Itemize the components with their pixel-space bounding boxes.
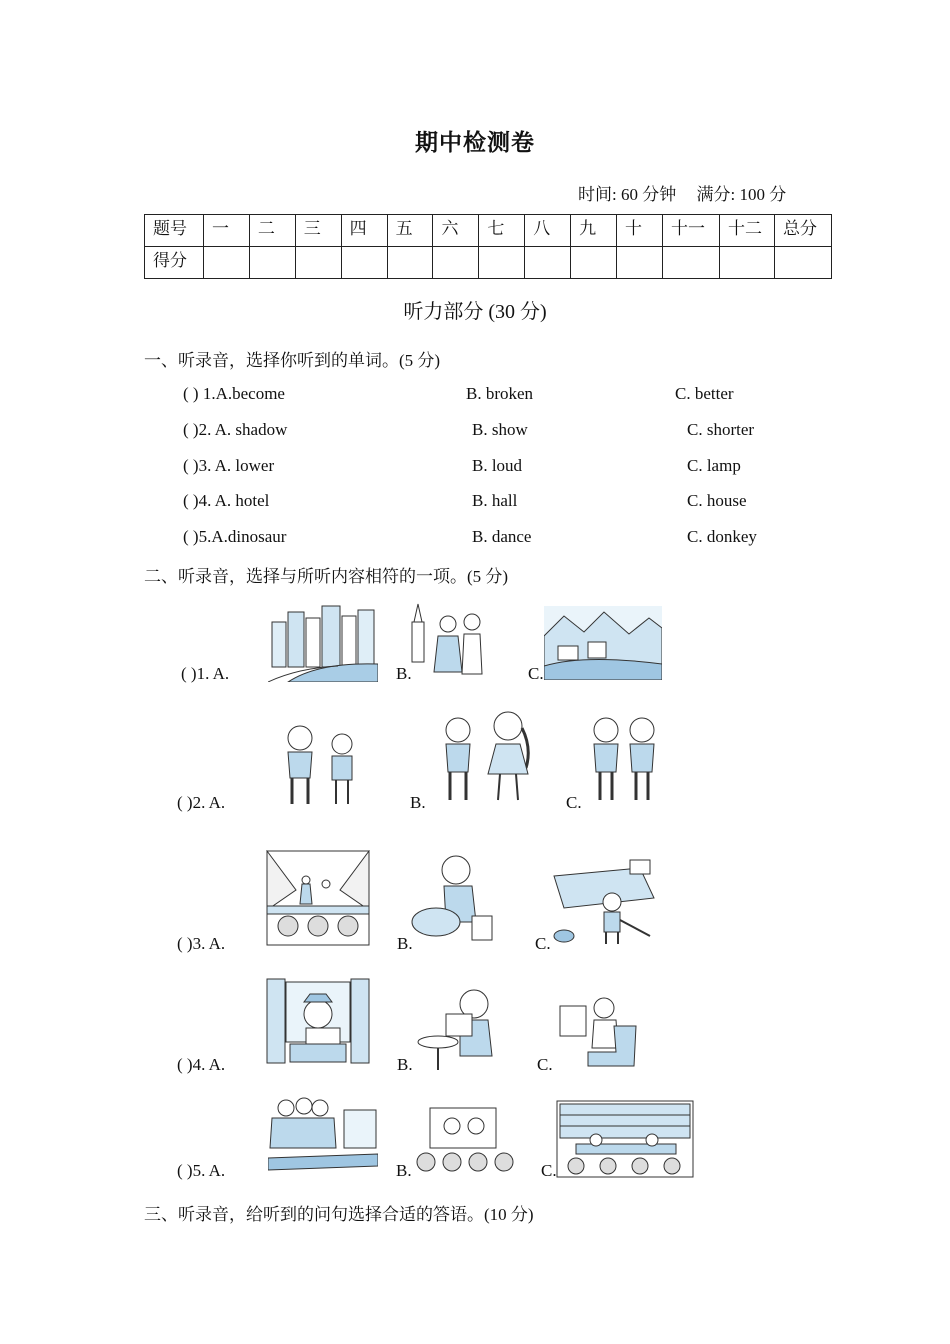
boy-washing-clothes-illustration [410,852,496,944]
table-cell: 七 [479,215,525,247]
table-cell: 五 [387,215,433,247]
part3-heading: 三、听录音，给听到的问句选择合适的答语。(10 分) [144,1205,534,1224]
people-sightseeing-illustration [408,602,498,682]
city-buildings-illustration [268,602,378,682]
part1-q4-b: B. hall [472,491,518,510]
village-mountains-illustration [544,606,662,680]
time-limit: 时间: 60 分钟 [578,185,677,204]
table-cell: 十二 [720,215,775,247]
part2-q3-b: B. [397,934,413,953]
part2-q5-b: B. [396,1161,412,1180]
table-cell: 六 [433,215,479,247]
boy-girl-braid-illustration [440,708,540,808]
part1-q4-c: C. house [687,491,747,510]
part1-q1-b: B. broken [466,384,534,403]
full-score: 满分: 100 分 [696,185,787,204]
part1-q5-c: C. donkey [687,527,757,546]
score-cell[interactable] [204,247,250,279]
table-cell: 得分 [145,247,204,279]
score-cell[interactable] [433,247,479,279]
part2-q4-b: B. [397,1055,413,1074]
library-students-illustration [556,1100,694,1178]
score-cell[interactable] [387,247,433,279]
score-cell[interactable] [775,247,832,279]
score-cell[interactable] [663,247,720,279]
part2-q2-c: C. [566,793,582,812]
score-cell[interactable] [295,247,341,279]
table-cell: 十一 [663,215,720,247]
part2-q5-num: ( )5. A. [177,1161,226,1180]
table-cell: 三 [295,215,341,247]
score-table-header-row [145,215,832,247]
table-cell: 十 [617,215,663,247]
table-cell: 九 [571,215,617,247]
score-cell[interactable] [525,247,571,279]
part2-q3-c: C. [535,934,551,953]
part2-q4-num: ( )4. A. [177,1055,226,1074]
part2-q1-num: ( )1. A. [181,664,230,683]
section-title: 听力部分 (30 分) [403,301,547,323]
boy-vacuuming-illustration [550,858,656,946]
table-cell: 总分 [775,215,832,247]
part2-q2-b: B. [410,793,426,812]
part1-heading: 一、听录音，选择你听到的单词。(5 分) [144,351,441,370]
score-table-score-row [145,247,832,279]
girl-reading-magazine-illustration [416,984,502,1072]
table-cell: 四 [341,215,387,247]
two-boys-illustration [590,714,660,804]
part1-q3-c: C. lamp [687,456,741,475]
score-cell[interactable] [479,247,525,279]
table-cell: 一 [204,215,250,247]
page-title: 期中检测卷 [415,130,535,156]
part2-q1-b: B. [396,664,412,683]
part1-q4-a: ( )4. A. hotel [183,491,270,510]
table-cell: 二 [249,215,295,247]
table-cell: 八 [525,215,571,247]
part1-q3-b: B. loud [472,456,523,475]
part2-q1-c: C. [528,664,544,683]
part1-q2-c: C. shorter [687,420,755,439]
part2-q5-c: C. [541,1161,557,1180]
audience-screen-illustration [412,1106,516,1178]
part1-q2-a: ( )2. A. shadow [183,420,288,439]
score-table [144,214,832,279]
part1-q1-c: C. better [675,384,734,403]
score-cell[interactable] [720,247,775,279]
part2-q2-num: ( )2. A. [177,793,226,812]
stage-show-illustration [266,850,370,946]
score-cell[interactable] [249,247,295,279]
part2-q4-c: C. [537,1055,553,1074]
part2-heading: 二、听录音，选择与所听内容相符的一项。(5 分) [144,567,509,586]
part1-q5-b: B. dance [472,527,532,546]
part1-q5-a: ( )5.A.dinosaur [183,527,287,546]
boy-girl-illustration [278,722,362,808]
part1-q3-a: ( )3. A. lower [183,456,275,475]
table-cell: 题号 [145,215,204,247]
part1-q2-b: B. show [472,420,528,439]
score-cell[interactable] [617,247,663,279]
family-watching-tv-illustration [268,1096,378,1178]
score-cell[interactable] [341,247,387,279]
part2-q3-num: ( )3. A. [177,934,226,953]
boy-reading-book-illustration [266,978,370,1064]
man-reading-newspaper-illustration [558,996,638,1070]
time-info [578,180,786,205]
score-cell[interactable] [571,247,617,279]
part1-q1-a: ( ) 1.A.become [183,384,285,403]
